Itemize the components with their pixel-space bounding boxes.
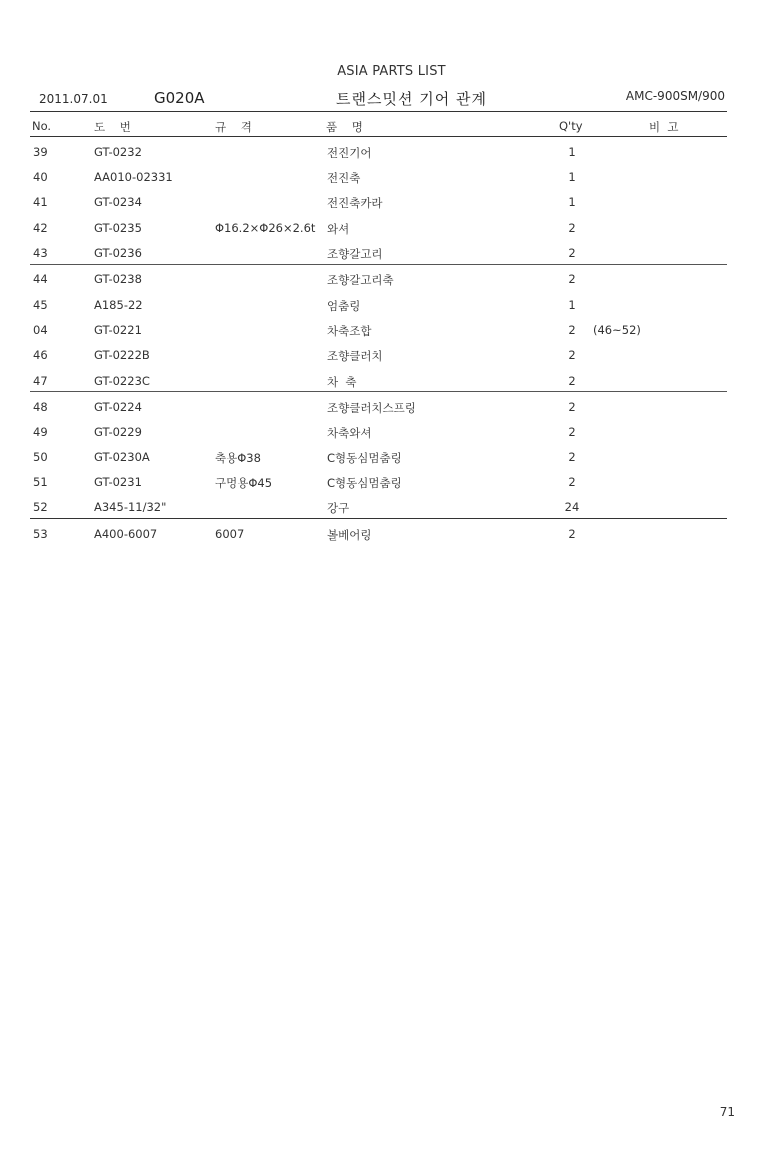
row-no: 46 xyxy=(33,348,48,362)
row-no: 40 xyxy=(33,170,48,184)
row-spec: 6007 xyxy=(215,527,245,541)
row-part-no: GT-0221 xyxy=(94,323,142,337)
document-title: ASIA PARTS LIST xyxy=(337,64,446,79)
group-divider xyxy=(30,264,727,265)
row-no: 53 xyxy=(33,527,48,541)
row-qty: 1 xyxy=(568,298,576,312)
row-part-no: A185-22 xyxy=(94,298,143,312)
table-row xyxy=(0,425,783,450)
row-name: 강구 xyxy=(327,501,350,515)
column-header-remark: 비 고 xyxy=(649,120,679,134)
row-name: 차축와셔 xyxy=(327,426,372,440)
column-header-spec: 규 격 xyxy=(215,120,252,134)
row-part-no: GT-0231 xyxy=(94,475,142,489)
row-qty: 2 xyxy=(568,475,576,489)
row-part-no: GT-0222B xyxy=(94,348,150,362)
row-name: 차 축 xyxy=(327,375,357,389)
row-name: 볼베어링 xyxy=(327,528,372,542)
table-row xyxy=(0,272,783,297)
column-header-no: No. xyxy=(32,119,52,133)
row-part-no: GT-0234 xyxy=(94,195,142,209)
table-row xyxy=(0,221,783,246)
table-row xyxy=(0,500,783,525)
table-row xyxy=(0,527,783,552)
table-row xyxy=(0,323,783,348)
row-name: 전진축 xyxy=(327,171,361,185)
group-code: G020A xyxy=(154,89,205,107)
row-part-no: GT-0232 xyxy=(94,145,142,159)
row-name: 엄춤링 xyxy=(327,299,361,313)
row-part-no: GT-0229 xyxy=(94,425,142,439)
row-no: 04 xyxy=(33,323,48,337)
row-part-no: GT-0238 xyxy=(94,272,142,286)
column-header-qty: Q'ty xyxy=(559,119,583,133)
row-qty: 2 xyxy=(568,246,576,260)
row-no: 50 xyxy=(33,450,48,464)
table-row xyxy=(0,475,783,500)
row-no: 45 xyxy=(33,298,48,312)
row-name: 조향클러치스프링 xyxy=(327,401,416,415)
row-part-no: GT-0223C xyxy=(94,374,150,388)
row-qty: 1 xyxy=(568,170,576,184)
row-part-no: AA010-02331 xyxy=(94,170,173,184)
column-header-name: 품 명 xyxy=(326,120,363,134)
model-name: AMC-900SM/900 xyxy=(625,89,725,103)
row-qty: 2 xyxy=(568,323,576,337)
row-no: 52 xyxy=(33,500,48,514)
row-qty: 2 xyxy=(568,400,576,414)
table-row xyxy=(0,145,783,170)
row-spec: 축용Φ38 xyxy=(215,451,261,465)
row-qty: 2 xyxy=(568,272,576,286)
row-qty: 2 xyxy=(568,348,576,362)
table-row xyxy=(0,450,783,475)
row-no: 51 xyxy=(33,475,48,489)
row-qty: 24 xyxy=(564,500,580,514)
column-header-part-no: 도 번 xyxy=(94,120,131,134)
row-part-no: GT-0236 xyxy=(94,246,142,260)
row-spec: 구멍용Φ45 xyxy=(215,476,273,490)
row-name: C형동심멈춤링 xyxy=(327,476,402,490)
row-name: 조향갈고리 xyxy=(327,247,383,261)
row-name: 조향갈고리축 xyxy=(327,273,394,287)
group-divider xyxy=(30,391,727,392)
row-qty: 2 xyxy=(568,425,576,439)
row-name: C형동심멈춤링 xyxy=(327,451,402,465)
row-no: 43 xyxy=(33,246,48,260)
row-qty: 2 xyxy=(568,527,576,541)
row-name: 와셔 xyxy=(327,222,350,236)
row-no: 49 xyxy=(33,425,48,439)
row-qty: 2 xyxy=(568,221,576,235)
row-qty: 1 xyxy=(568,145,576,159)
table-row xyxy=(0,298,783,323)
row-remark: (46~52) xyxy=(593,323,641,337)
table-row xyxy=(0,348,783,373)
row-no: 42 xyxy=(33,221,48,235)
row-no: 39 xyxy=(33,145,48,159)
row-no: 44 xyxy=(33,272,48,286)
row-no: 47 xyxy=(33,374,48,388)
table-row xyxy=(0,374,783,399)
header-bottom-rule xyxy=(30,136,727,137)
row-part-no: A400-6007 xyxy=(94,527,158,541)
row-no: 48 xyxy=(33,400,48,414)
table-row xyxy=(0,195,783,220)
page-number: 71 xyxy=(719,1105,735,1119)
row-part-no: GT-0230A xyxy=(94,450,150,464)
row-name: 전진기어 xyxy=(327,146,372,160)
row-qty: 2 xyxy=(568,450,576,464)
row-name: 전진축카라 xyxy=(327,196,383,210)
row-spec: Φ16.2×Φ26×2.6t xyxy=(215,221,316,235)
table-row xyxy=(0,170,783,195)
row-qty: 2 xyxy=(568,374,576,388)
header-top-rule xyxy=(30,111,727,112)
row-part-no: A345-11/32" xyxy=(94,500,167,514)
row-name: 차축조합 xyxy=(327,324,372,338)
row-no: 41 xyxy=(33,195,48,209)
row-part-no: GT-0224 xyxy=(94,400,142,414)
group-divider xyxy=(30,518,727,519)
table-row xyxy=(0,246,783,271)
row-part-no: GT-0235 xyxy=(94,221,142,235)
row-qty: 1 xyxy=(568,195,576,209)
table-row xyxy=(0,400,783,425)
row-name: 조향클러치 xyxy=(327,349,383,363)
group-subtitle: 트랜스밋션 기어 관계 xyxy=(336,90,487,108)
document-date: 2011.07.01 xyxy=(39,92,108,106)
